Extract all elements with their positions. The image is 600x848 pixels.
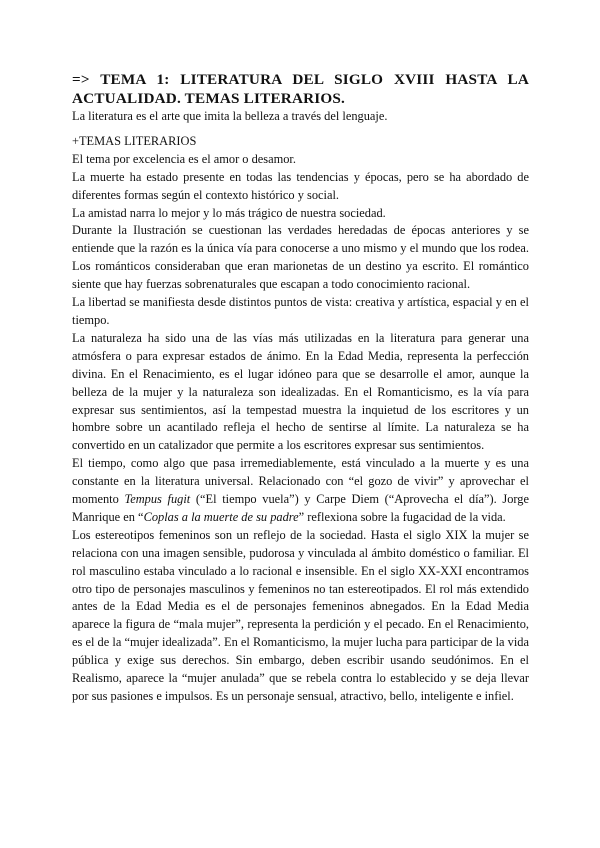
document-title: => TEMA 1: LITERATURA DEL SIGLO XVIII HASTA LA ACTUALIDAD. TEMAS LITERARIOS. <box>72 71 529 107</box>
paragraph-estereotipos: Los estereotipos femeninos son un reflejo de la sociedad. Hasta el siglo XIX la mujer se relaciona con una imagen sensible, pudorosa y vinculada al ámbito doméstico o familiar. El rol masculino estaba vinculado a lo racional e insensible. En el siglo XX-XXI encontramos otro tipo de personajes masculinos y femeninos no tan estereotipados. El rol más extendido antes de la Edad Media es el de personajes femeninos abnegados. En la Edad Media aparece la figura de “mala mujer”, representa la perdición y el pecado. En el Renacimiento, es el de la “mujer idealizada”. En el Romanticismo, la mujer lucha para participar de la vida pública y exige sus derechos. Sin embargo, deben escribir usando seudónimos. En el Realismo, aparece la “mujer anulada” que se rebela contra lo establecido y se deja llevar por sus pasiones e impulsos. Es un personaje sensual, atractivo, bello, inteligente e infiel. <box>72 527 529 703</box>
tiempo-italic-coplas: Coplas a la muerte de su padre <box>143 509 299 524</box>
tiempo-text-1: El tiempo, como algo que pasa irremediablemente, está vinculado a la muerte y es una constante en la literatura universal. Relacionado con “el gozo de vivir” y aprovechar el momento <box>72 456 529 507</box>
paragraph-libertad: La libertad se manifiesta desde distintos puntos de vista: creativa y artística, espacial y en el tiempo. <box>72 295 529 327</box>
paragraph-naturaleza: La naturaleza ha sido una de las vías más utilizadas en la literatura para generar una atmósfera o para expresar estados de ánimo. En la Edad Media, representa la perfección divina. En el Renacimiento, es el lugar idóneo para que se desarrolle el amor, aunque la belleza de la mujer y la naturaleza son idealizadas. En el Romanticismo, es la vía para expresar sus sentimientos, así la tempestad muestra la inquietud de los escritores y un hombre sobre un acantilado refleja el hecho de sentirse al límite. La naturaleza se ha convertido en un catalizador que permite a los escritores expresar sus sentimientos. <box>72 330 529 453</box>
paragraph-tiempo <box>72 455 529 527</box>
paragraph-ilustracion: Durante la Ilustración se cuestionan las verdades heredadas de épocas anteriores y se entiende que la razón es la única vía para conocerse a uno mismo y el mundo que los rodea. Los románticos consideraban que eran marionetas de un destino ya escrito. El romántico siente que hay fuerzas sobrenaturales que escapan a todo conocimiento racional. <box>72 223 529 292</box>
paragraph-muerte: La muerte ha estado presente en todas las tendencias y épocas, pero se ha abordado de diferentes formas según el contexto histórico y social. <box>72 169 529 202</box>
tiempo-text-2: (“El tiempo vuela”) y Carpe Diem (“Aprovecha el día”). Jorge Manrique en “ <box>72 492 530 524</box>
tiempo-text-3: ” reflexiona sobre la fugacidad de la vida. <box>298 509 506 524</box>
intro-paragraph: La literatura es el arte que imita la belleza a través del lenguaje. <box>72 109 388 123</box>
tiempo-italic-tempus-fugit: Tempus fugit <box>124 492 191 507</box>
paragraph-amor: El tema por excelencia es el amor o desamor. <box>72 151 296 166</box>
section-heading: +TEMAS LITERARIOS <box>72 133 197 148</box>
document-page <box>72 70 529 706</box>
paragraph-amistad: La amistad narra lo mejor y lo más trágico de nuestra sociedad. <box>72 205 386 220</box>
